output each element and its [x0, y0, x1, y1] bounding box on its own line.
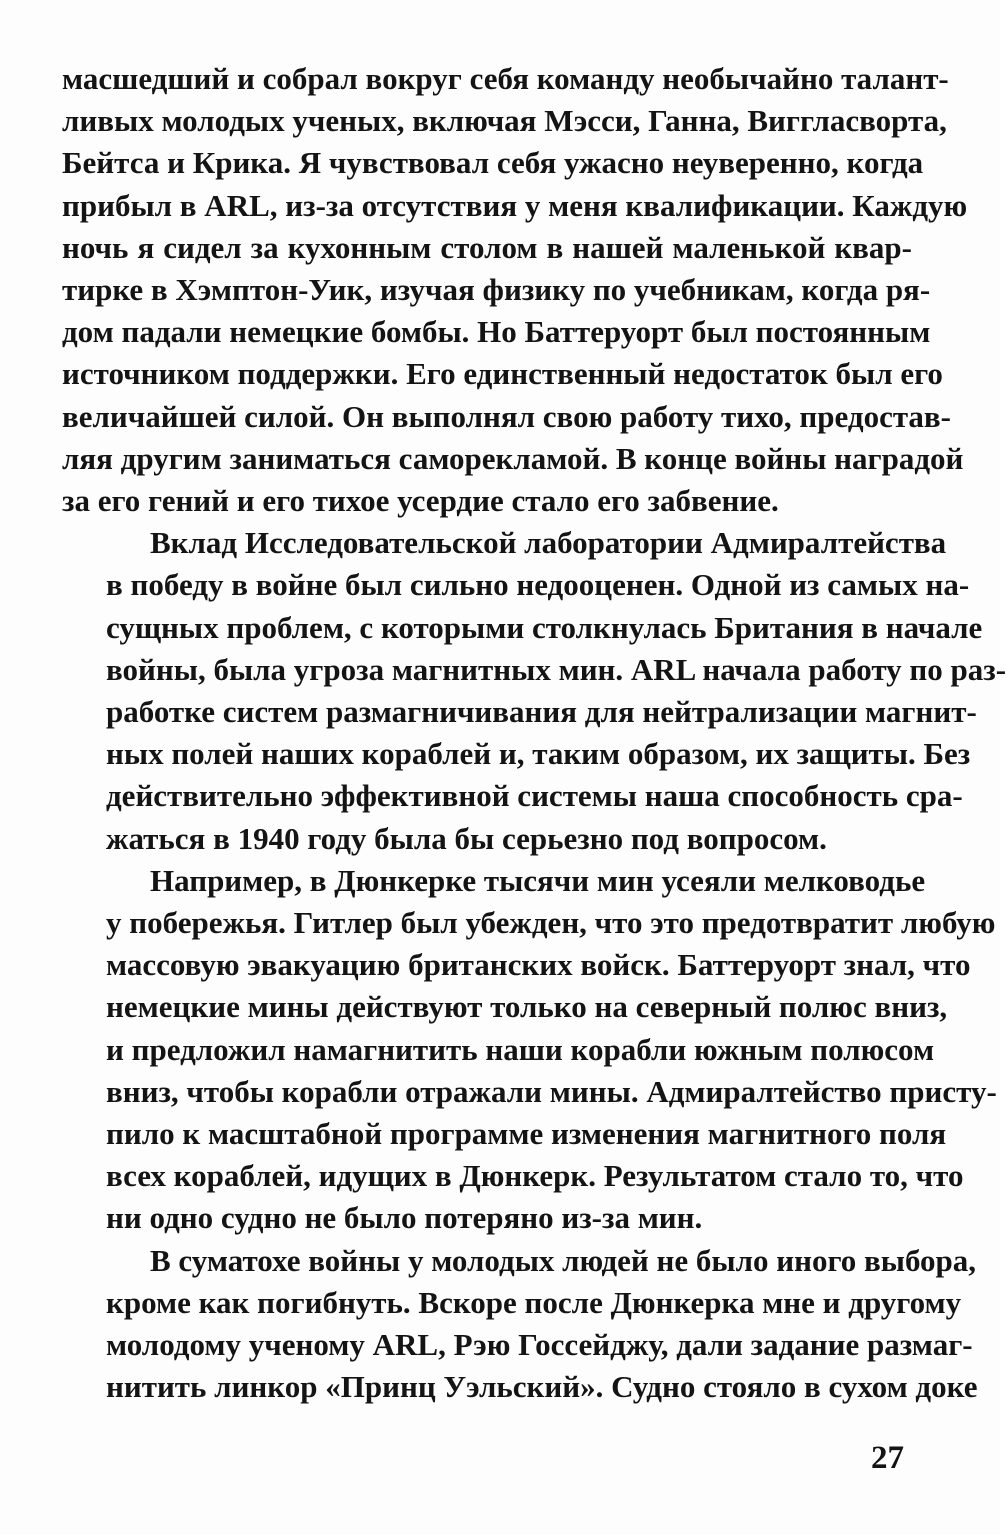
text-line: войны, была угроза магнитных мин. ARL начала работу по раз- — [106, 651, 1006, 687]
text-line: пило к масштабной программе изменения магнитного поля — [106, 1116, 947, 1152]
body-text — [62, 58, 1006, 1409]
page-number: 27 — [871, 1440, 904, 1476]
text-line: нитить линкор «Принц Уэльский». Судно стояло в сухом доке — [106, 1369, 978, 1405]
text-line: ляя другим заниматься саморекламой. В конце войны наградой — [62, 440, 964, 476]
text-line: Вклад Исследовательской лаборатории Адмиралтейства — [150, 525, 947, 561]
text-line: и предложил намагнитить наши корабли южным полюсом — [106, 1031, 935, 1067]
text-line: всех кораблей, идущих в Дюнкерк. Результатом стало то, что — [106, 1158, 964, 1194]
text-line: В суматохе войны у молодых людей не было иного выбора, — [150, 1242, 977, 1278]
paragraph-1 — [62, 58, 968, 522]
text-line: тирке в Хэмптон-Уик, изучая физику по учебникам, когда ря- — [62, 272, 931, 308]
text-line: ливых молодых ученых, включая Мэсси, Ганна, Виггласворта, — [62, 103, 947, 139]
text-line: в победу в войне был сильно недооценен. Одной из самых на- — [106, 567, 970, 603]
text-line: сущных проблем, с которыми столкнулась Британия в начале — [106, 609, 983, 645]
text-line: вниз, чтобы корабли отражали мины. Адмиралтейство присту- — [106, 1073, 997, 1109]
text-line: жаться в 1940 году была бы серьезно под вопросом. — [106, 820, 827, 856]
text-line: у побережья. Гитлер был убежден, что это предотвратит любую — [106, 905, 996, 941]
text-line: немецкие мины действуют только на северный полюс вниз, — [106, 989, 948, 1025]
text-line: ни одно судно не было потеряно из-за мин. — [106, 1200, 703, 1236]
paragraph-4 — [62, 1240, 978, 1409]
text-line: ных полей наших кораблей и, таким образом, их защиты. Без — [106, 736, 971, 772]
text-line: Бейтса и Крика. Я чувствовал себя ужасно неуверенно, когда — [62, 145, 924, 181]
text-line: ночь я сидел за кухонным столом в нашей маленькой квар- — [62, 229, 912, 265]
text-line: кроме как погибнуть. Вскоре после Дюнкерка мне и другому — [106, 1284, 962, 1320]
text-line: массовую эвакуацию британских войск. Баттеруорт знал, что — [106, 947, 971, 983]
text-line: действительно эффективной системы наша способность сра- — [106, 778, 963, 814]
text-line: источником поддержки. Его единственный недостаток был его — [62, 356, 943, 392]
text-line: величайшей силой. Он выполнял свою работу тихо, предостав- — [62, 398, 951, 434]
text-line: Например, в Дюнкерке тысячи мин усеяли мелководье — [150, 862, 926, 898]
paragraph-3 — [62, 860, 997, 1240]
text-line: прибыл в ARL, из-за отсутствия у меня квалификации. Каждую — [62, 187, 968, 223]
text-line: масшедший и собрал вокруг себя команду необычайно талант- — [62, 61, 949, 96]
text-line: молодому ученому ARL, Рэю Госсейджу, дали задание размаг- — [106, 1327, 973, 1363]
text-line: дом падали немецкие бомбы. Но Баттеруорт был постоянным — [62, 314, 931, 350]
text-line: работке систем размагничивания для нейтрализации магнит- — [106, 694, 977, 730]
paragraph-2 — [62, 522, 1006, 860]
text-line: за его гений и его тихое усердие стало его забвение. — [62, 483, 779, 519]
